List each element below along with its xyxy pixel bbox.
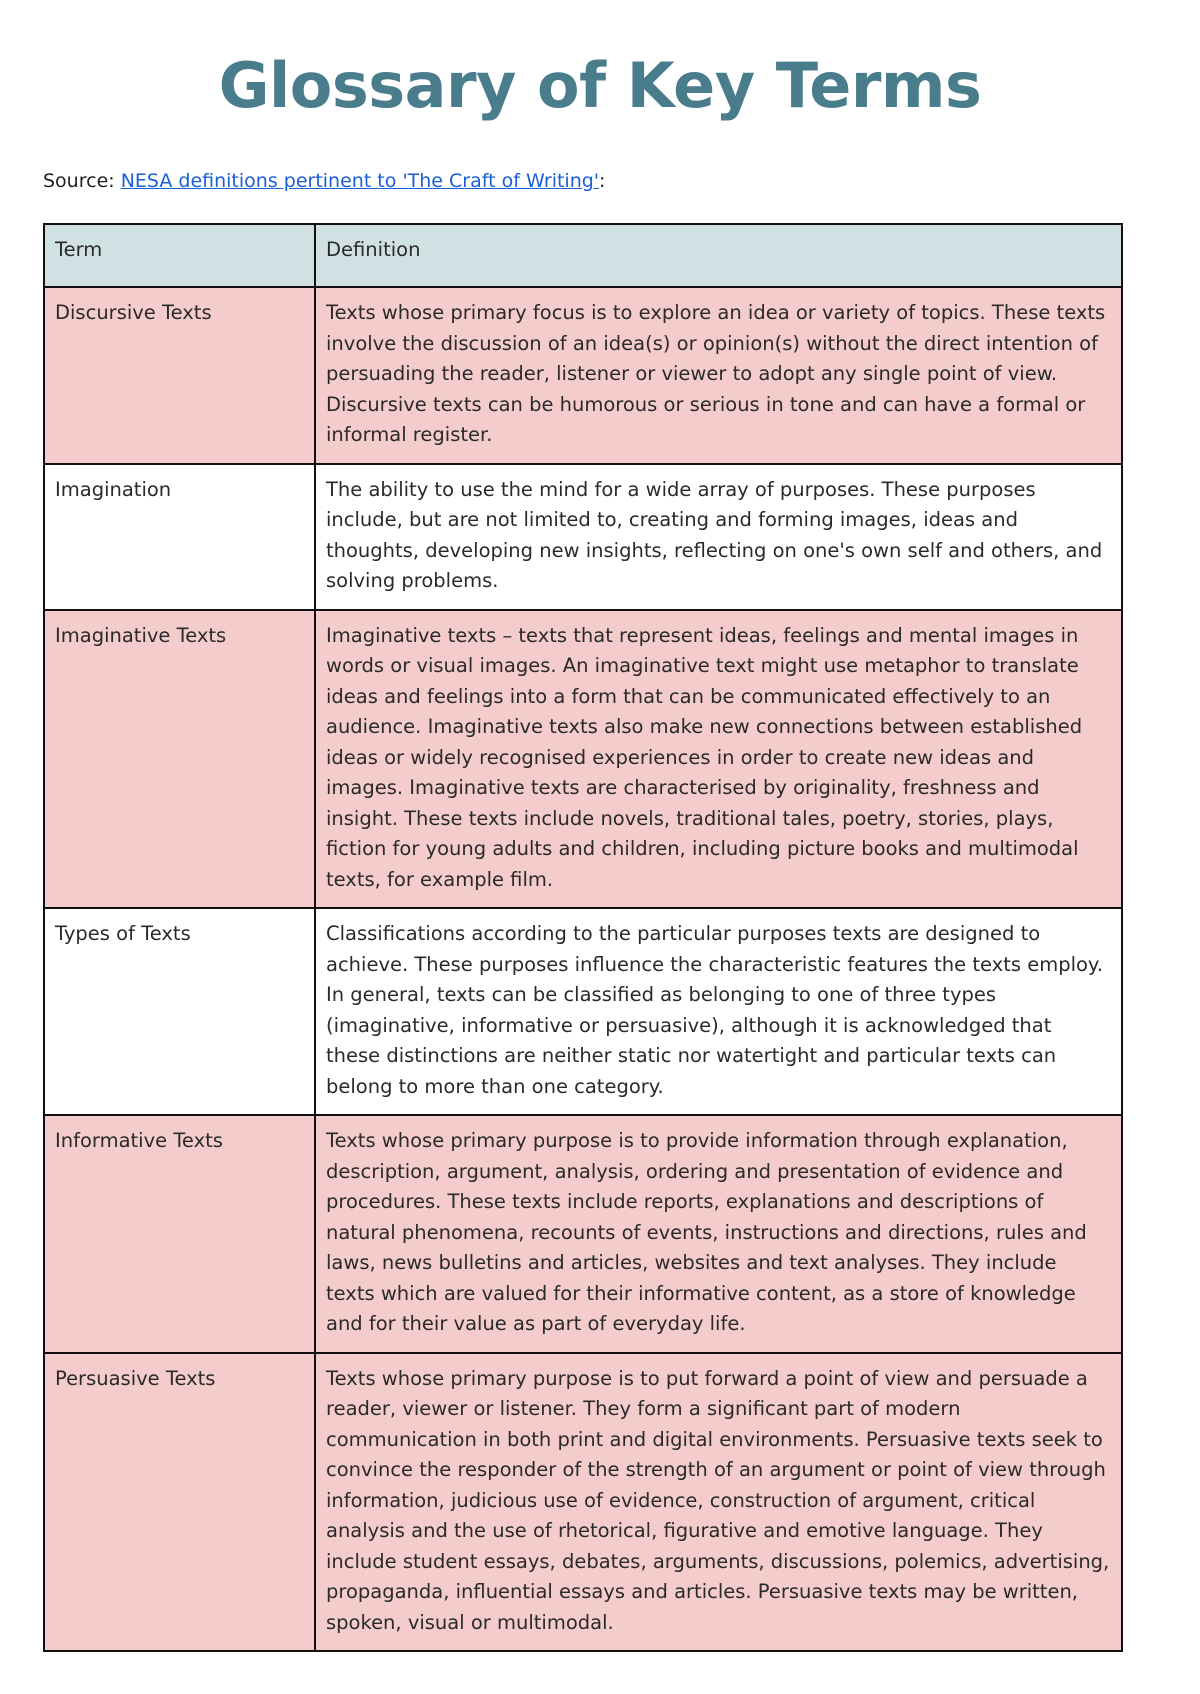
term-cell: Informative Texts <box>44 1115 315 1353</box>
term-cell: Imaginative Texts <box>44 610 315 909</box>
table-row <box>44 287 1122 464</box>
header-definition: Definition <box>315 224 1122 287</box>
term-cell: Persuasive Texts <box>44 1353 315 1652</box>
definition-cell: The ability to use the mind for a wide array of purposes. These purposes include, but are not limited to, creating and forming images, ideas and thoughts, developing new insights, reflecting on one's own self and others, and solving problems. <box>315 464 1122 610</box>
term-cell: Imagination <box>44 464 315 610</box>
table-row <box>44 1115 1122 1353</box>
source-label: Source: <box>43 170 115 192</box>
header-term: Term <box>44 224 315 287</box>
table-row <box>44 464 1122 610</box>
source-suffix: : <box>599 170 606 192</box>
term-cell: Types of Texts <box>44 908 315 1115</box>
source-line <box>43 170 605 192</box>
definition-cell: Classifications according to the particular purposes texts are designed to achieve. These purposes influence the characteristic features the texts employ. In general, texts can be classified as belonging to one of three types (imaginative, informative or persuasive), although it is acknowledged that these distinctions are neither static nor watertight and particular texts can belong to more than one category. <box>315 908 1122 1115</box>
table-row <box>44 610 1122 909</box>
source-link[interactable]: NESA definitions pertinent to 'The Craft of Writing' <box>120 170 600 192</box>
definition-cell: Texts whose primary focus is to explore an idea or variety of topics. These texts involve the discussion of an idea(s) or opinion(s) without the direct intention of persuading the reader, listener or viewer to adopt any single point of view. Discursive texts can be humorous or serious in tone and can have a formal or informal register. <box>315 287 1122 464</box>
definition-cell: Texts whose primary purpose is to put forward a point of view and persuade a reader, viewer or listener. They form a significant part of modern communication in both print and digital environments. Persuasive texts seek to convince the responder of the strength of an argument or point of view through information, judicious use of evidence, construction of argument, critical analysis and the use of rhetorical, figurative and emotive language. They include student essays, debates, arguments, discussions, polemics, advertising, propaganda, influential essays and articles. Persuasive texts may be written, spoken, visual or multimodal. <box>315 1353 1122 1652</box>
definition-cell: Texts whose primary purpose is to provide information through explanation, description, argument, analysis, ordering and presentation of evidence and procedures. These texts include reports, explanations and descriptions of natural phenomena, recounts of events, instructions and directions, rules and laws, news bulletins and articles, websites and text analyses. They include texts which are valued for their informative content, as a store of knowledge and for their value as part of everyday life. <box>315 1115 1122 1353</box>
page-title: Glossary of Key Terms <box>218 49 982 122</box>
table-row <box>44 908 1122 1115</box>
glossary-table <box>43 223 1123 1652</box>
definition-cell: Imaginative texts – texts that represent ideas, feelings and mental images in words or visual images. An imaginative text might use metaphor to translate ideas and feelings into a form that can be communicated effectively to an audience. Imaginative texts also make new connections between established ideas or widely recognised experiences in order to create new ideas and images. Imaginative texts are characterised by originality, freshness and insight. These texts include novels, traditional tales, poetry, stories, plays, fiction for young adults and children, including picture books and multimodal texts, for example film. <box>315 610 1122 909</box>
table-row <box>44 1353 1122 1652</box>
term-cell: Discursive Texts <box>44 287 315 464</box>
table-header-row <box>44 224 1122 287</box>
